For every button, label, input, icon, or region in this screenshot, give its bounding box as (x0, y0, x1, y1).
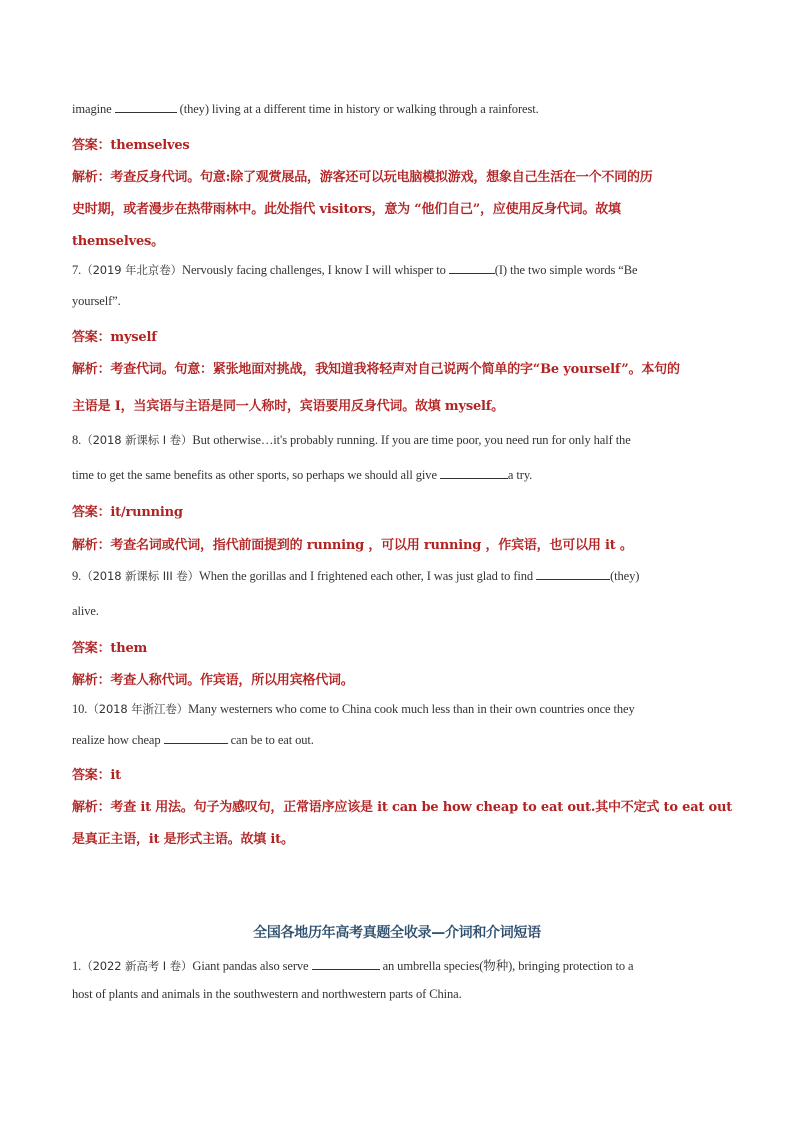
question-source: （2022 新高考 I 卷） (81, 959, 193, 973)
question-number: 9. (72, 569, 82, 583)
answer-line: 答案：them (72, 641, 148, 656)
question-9-line-2: alive. (72, 604, 99, 618)
question-8-line-1 (72, 432, 722, 448)
explanation-line: themselves。 (72, 234, 164, 249)
question-text-part: (they) (610, 569, 640, 583)
answer-blank (449, 263, 495, 274)
question-text (72, 102, 722, 117)
question-text-part: (I) the two simple words “Be (494, 263, 638, 277)
explanation-line: 是真正主语，it 是形式主语。故填 it。 (72, 832, 294, 847)
preposition-question-1-line-1 (72, 956, 722, 974)
answer-blank (440, 468, 508, 479)
question-10-line-1 (72, 701, 722, 717)
answer-blank (164, 733, 228, 744)
answer-blank (115, 102, 177, 113)
question-text-part: When the gorillas and I frightened each other, I was just glad to find (199, 569, 534, 583)
answer-line: 答案：it (72, 768, 121, 783)
question-number: 10. (72, 702, 88, 716)
explanation-line: 解析：考查反身代词。句意:除了观赏展品，游客还可以玩电脑模拟游戏，想象自己生活在一个不同的历 (72, 170, 653, 185)
question-text-part: imagine (72, 102, 112, 116)
answer-blank (312, 959, 380, 970)
answer-line: 答案：myself (72, 330, 157, 345)
question-source: （2018 年浙江卷） (87, 702, 189, 716)
question-number: 7. (72, 263, 82, 277)
question-7-line-2: yourself”. (72, 294, 121, 308)
question-text-part: (they) living at a different time in history or walking through a rainforest. (179, 102, 539, 116)
question-text-part: Giant pandas also serve (192, 959, 309, 973)
explanation-line: 主语是 I，当宾语与主语是同一人称时，宾语要用反身代词。故填 myself。 (72, 399, 504, 414)
question-text-part: time to get the same benefits as other sports, so perhaps we should all give (72, 468, 437, 482)
question-text-part: Nervously facing challenges, I know I will whisper to (182, 263, 446, 277)
preposition-question-1-line-2: host of plants and animals in the southwestern and northwestern parts of China. (72, 987, 462, 1001)
question-text-part: Many westerners who come to China cook much less than in their own countries once they (188, 702, 635, 716)
explanation-line: 解析：考查人称代词。作宾语，所以用宾格代词。 (72, 673, 354, 688)
question-9-line-1 (72, 568, 722, 584)
question-source: （2018 新课标 I 卷） (81, 433, 193, 447)
question-source: （2018 新课标 III 卷） (81, 569, 199, 583)
question-7-line-1 (72, 262, 722, 278)
answer-line: 答案：it/running (72, 505, 183, 520)
explanation-line: 解析：考查 it 用法。句子为感叹句，正常语序应该是 it can be how cheap to eat out.其中不定式 to eat out (72, 800, 733, 815)
section-heading: 全国各地历年高考真题全收录—介词和介词短语 (253, 925, 541, 941)
answer-blank (536, 569, 610, 580)
question-source: （2019 年北京卷） (81, 263, 183, 277)
question-text-part: realize how cheap (72, 733, 161, 747)
explanation-line: 解析：考查代词。句意：紧张地面对挑战，我知道我将轻声对自己说两个简单的字“Be yourself”。本句的 (72, 362, 680, 377)
explanation-line: 解析：考查名词或代词，指代前面提到的 running ，可以用 running ，作宾语，也可以用 it 。 (72, 538, 633, 553)
explanation-line: 史时期，或者漫步在热带雨林中。此处指代 visitors，意为 “他们自己”，应使用反身代词。故填 (72, 202, 621, 217)
question-text-part: can be to eat out. (230, 733, 314, 747)
question-text-part: But otherwise…it's probably running. If you are time poor, you need run for only half the (192, 433, 631, 447)
question-10-line-2 (72, 733, 722, 748)
question-number: 8. (72, 433, 82, 447)
question-8-line-2 (72, 468, 722, 483)
question-text-part: a try. (507, 468, 533, 482)
answer-line: 答案：themselves (72, 138, 190, 153)
question-text-part: an umbrella species(物种), bringing protection to a (382, 959, 634, 973)
question-number: 1. (72, 959, 82, 973)
